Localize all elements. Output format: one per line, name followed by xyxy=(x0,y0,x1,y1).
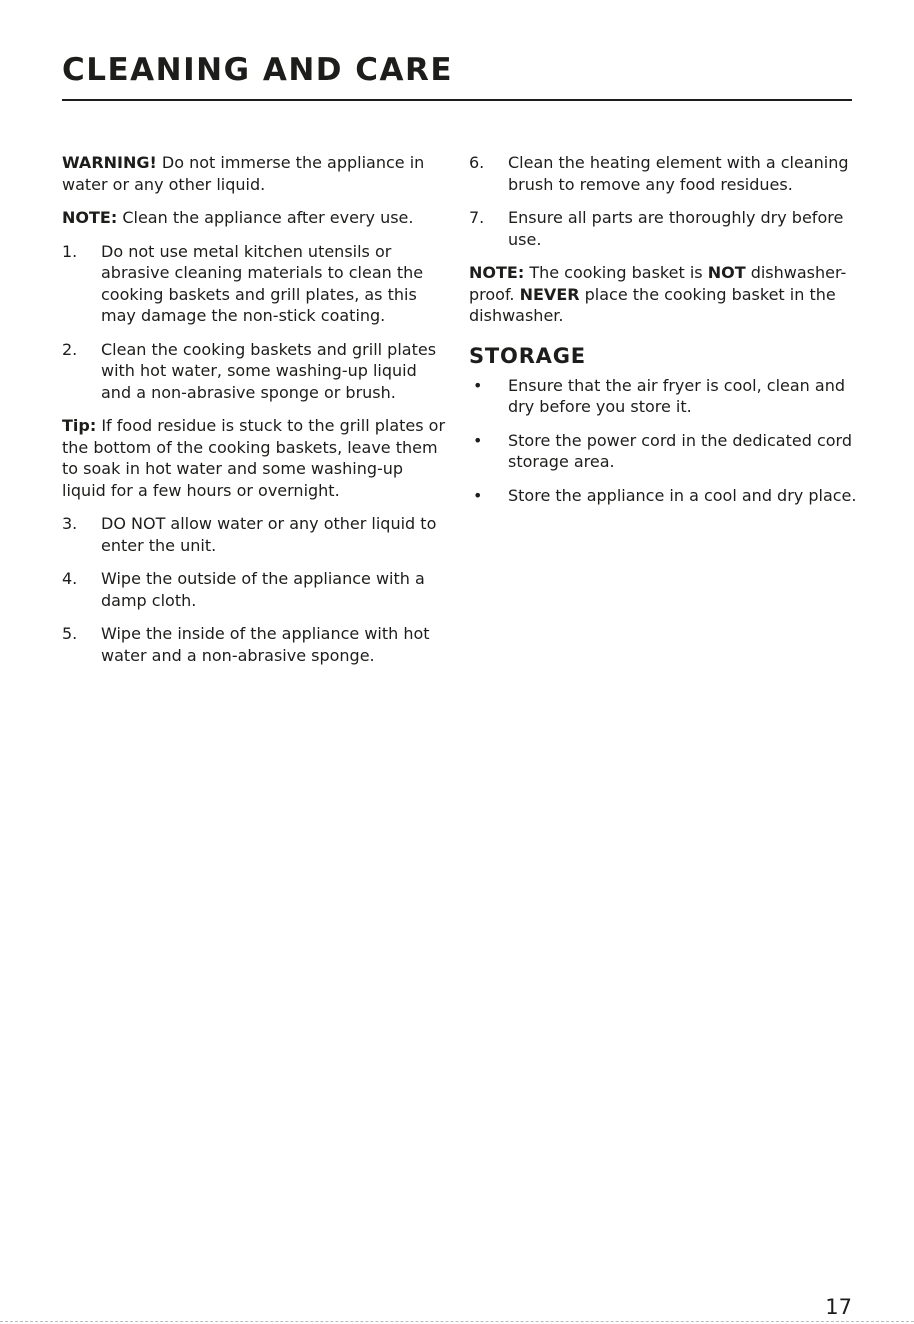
note-text: dishwasher-proof. xyxy=(469,263,847,304)
bullet-text: Store the power cord in the dedicated cord storage area. xyxy=(508,430,852,471)
warning-label: WARNING! xyxy=(62,153,157,172)
list-item xyxy=(62,513,447,556)
dishwasher-note xyxy=(469,262,857,327)
note-emphasis: NEVER xyxy=(519,284,580,304)
note-label: NOTE: xyxy=(469,263,525,282)
bullet-item xyxy=(469,430,857,473)
item-number: 6. xyxy=(469,153,485,172)
item-number: 5. xyxy=(62,624,78,643)
warning-text: Do not immerse the appliance in water or any other liquid. xyxy=(62,153,425,194)
bullet-item xyxy=(469,485,857,507)
note-label: NOTE: xyxy=(62,208,118,227)
page-bottom-border xyxy=(0,1321,914,1322)
list-item xyxy=(469,152,857,195)
item-text: Do not use metal kitchen utensils or abrasive cleaning materials to clean the cooking baskets and grill plates, as this may damage the non-stick coating. xyxy=(101,241,424,325)
warning-paragraph xyxy=(62,152,447,195)
bullet-text: Store the appliance in a cool and dry place. xyxy=(508,485,857,505)
list-item xyxy=(62,568,447,611)
note-paragraph xyxy=(62,207,447,229)
item-text: DO NOT allow water or any other liquid to enter the unit. xyxy=(101,514,437,555)
item-number: 7. xyxy=(469,208,485,227)
note-text: place the cooking basket in the dishwasher. xyxy=(469,284,836,325)
item-number: 2. xyxy=(62,339,78,359)
bullet-marker: • xyxy=(473,430,483,450)
bullet-text: Ensure that the air fryer is cool, clean and dry before you store it. xyxy=(508,375,845,416)
item-text: Clean the heating element with a cleaning brush to remove any food residues. xyxy=(508,153,849,194)
right-column xyxy=(469,152,857,518)
bullet-item xyxy=(469,375,857,418)
item-text: Ensure all parts are thoroughly dry before use. xyxy=(508,208,844,249)
bullet-marker: • xyxy=(473,485,483,505)
bullet-marker: • xyxy=(473,375,483,395)
tip-paragraph xyxy=(62,415,447,501)
note-text: Clean the appliance after every use. xyxy=(117,208,414,227)
page-title: CLEANING AND CARE xyxy=(62,52,454,88)
item-number: 4. xyxy=(62,569,78,588)
note-text: The cooking basket is xyxy=(524,263,708,282)
list-item xyxy=(469,207,857,250)
left-column xyxy=(62,152,447,678)
tip-label: Tip: xyxy=(62,416,97,435)
tip-text: If food residue is stuck to the grill plates or the bottom of the cooking baskets, leave them to soak in hot water and some washing-up liquid for a few hours or overnight. xyxy=(62,416,446,500)
title-divider xyxy=(62,99,852,101)
item-text: Wipe the inside of the appliance with hot water and a non-abrasive sponge. xyxy=(101,624,430,665)
item-text: Wipe the outside of the appliance with a damp cloth. xyxy=(101,569,425,610)
page-number: 17 xyxy=(825,1295,852,1319)
list-item xyxy=(62,623,447,666)
item-text: Clean the cooking baskets and grill plates with hot water, some washing-up liquid and a non-abrasive sponge or brush. xyxy=(101,339,437,402)
list-item xyxy=(62,339,447,404)
item-number: 3. xyxy=(62,514,78,533)
note-emphasis: NOT xyxy=(707,263,746,282)
list-item xyxy=(62,241,447,327)
item-number: 1. xyxy=(62,241,78,261)
storage-heading: STORAGE xyxy=(469,343,586,368)
